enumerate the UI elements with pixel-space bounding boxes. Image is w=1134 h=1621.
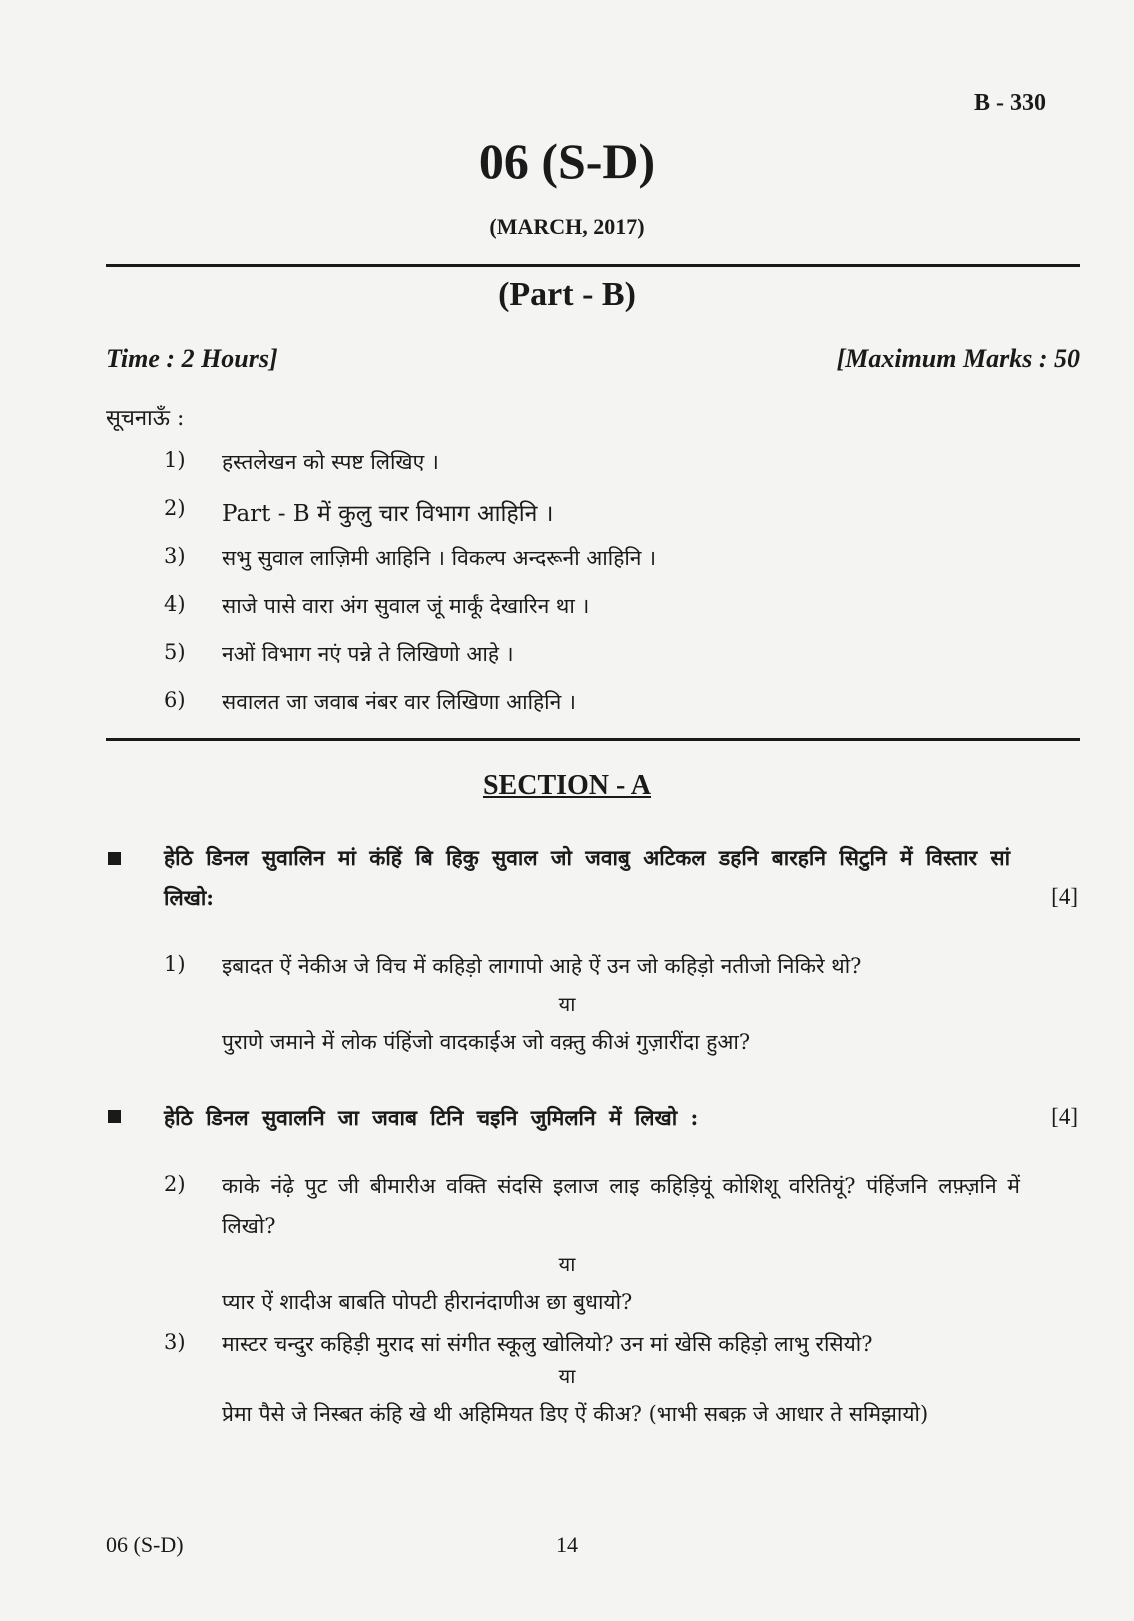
question-alternative: प्यार ऐं शादीअ बाबति पोपटी हीरानंदाणीअ छा बुधायो? <box>222 1290 633 1314</box>
question-marks: [4] <box>1051 884 1078 909</box>
instruction-number: 2) <box>164 496 186 520</box>
instruction-number: 5) <box>164 640 186 664</box>
instruction-item <box>164 688 1044 736</box>
question-text: मास्टर चन्दुर कहिड़ी मुराद सां संगीत स्कूलु खोलियो? उन मां खेसि कहिड़ो लाभु रसियो? <box>222 1332 873 1356</box>
instruction-item <box>164 640 1044 688</box>
instruction-text: हस्तलेखन को स्पष्ट लिखिए । <box>222 450 439 474</box>
square-bullet-icon <box>108 1110 121 1123</box>
question-number: 2) <box>164 1172 186 1196</box>
paper-code-title: 06 (S-D) <box>478 133 656 189</box>
instruction-text: सभु सुवाल लाज़िमी आहिनि । विकल्प अन्दरूनी आहिनि । <box>222 546 657 570</box>
instruction-item <box>164 448 1044 496</box>
question-number: 1) <box>164 952 186 976</box>
section-title: SECTION - A <box>482 770 652 801</box>
question-number: 3) <box>164 1330 186 1354</box>
part-title: (Part - B) <box>498 276 636 313</box>
instruction-text: साजे पासे वारा अंग सुवाल जूं मार्कूं देखारिन था । <box>222 594 590 618</box>
instruction-number: 1) <box>164 448 186 472</box>
question-text: काके नंढ़े पुट जी बीमारीअ वक्ति संदसि इलाज लाइ कहिड़ियूं कोशिशू वरितियूं? पंहिंजनि लफ़्ज़नि में लिखो? <box>222 1174 1020 1238</box>
instructions-divider <box>106 738 1080 741</box>
question-marks: [4] <box>1051 1104 1078 1129</box>
instructions-list <box>164 448 1044 736</box>
instructions-heading: सूचनाऊँ : <box>106 406 185 431</box>
header-divider <box>106 264 1080 267</box>
instruction-item <box>164 496 1044 544</box>
section-directive: हेठि डिनल सुवालिन मां कंहिं बि हिकु सुवाल जो जवाबु अटिकल डहनि बारहनि सिटुनि में विस्तार सां लिखो: <box>164 845 1011 910</box>
instruction-item <box>164 544 1044 592</box>
footer-paper-code: 06 (S-D) <box>106 1532 184 1557</box>
maximum-marks: [Maximum Marks : 50 <box>836 344 1080 373</box>
instruction-number: 6) <box>164 688 186 712</box>
or-label: या <box>558 992 576 1016</box>
paper-series-code: B - 330 <box>974 90 1046 116</box>
time-allowed: Time : 2 Hours] <box>106 344 278 373</box>
instruction-number: 3) <box>164 544 186 568</box>
question-text: इबादत ऐं नेकीअ जे विच में कहिड़ो लागापो आहे ऐं उन जो कहिड़ो नतीजो निकिरे थो? <box>222 954 862 978</box>
square-bullet-icon <box>108 852 121 865</box>
section-directive: हेठि डिनल सुवालनि जा जवाब टिनि चइनि जुमिलनि में लिखो : <box>164 1105 699 1130</box>
instruction-text: Part - B में कुलु चार विभाग आहिनि । <box>222 501 554 527</box>
or-label: या <box>558 1364 576 1388</box>
question-alternative: प्रेमा पैसे जे निस्बत कंहि खे थी अहिमियत डिए ऐं कीअ? (भाभी सबक़ जे आधार ते समिझायो) <box>222 1402 929 1426</box>
or-label: या <box>558 1252 576 1276</box>
exam-date: (MARCH, 2017) <box>489 214 645 239</box>
instruction-text: नओं विभाग नएं पन्ने ते लिखिणो आहे । <box>222 642 514 666</box>
instruction-number: 4) <box>164 592 186 616</box>
question-alternative: पुराणे जमाने में लोक पंहिंजो वादकाईअ जो वक़्तु कीअं गुज़ारींदा हुआ? <box>222 1030 751 1054</box>
instruction-item <box>164 592 1044 640</box>
instruction-text: सवालत जा जवाब नंबर वार लिखिणा आहिनि । <box>222 690 576 714</box>
page-number: 14 <box>556 1532 578 1557</box>
